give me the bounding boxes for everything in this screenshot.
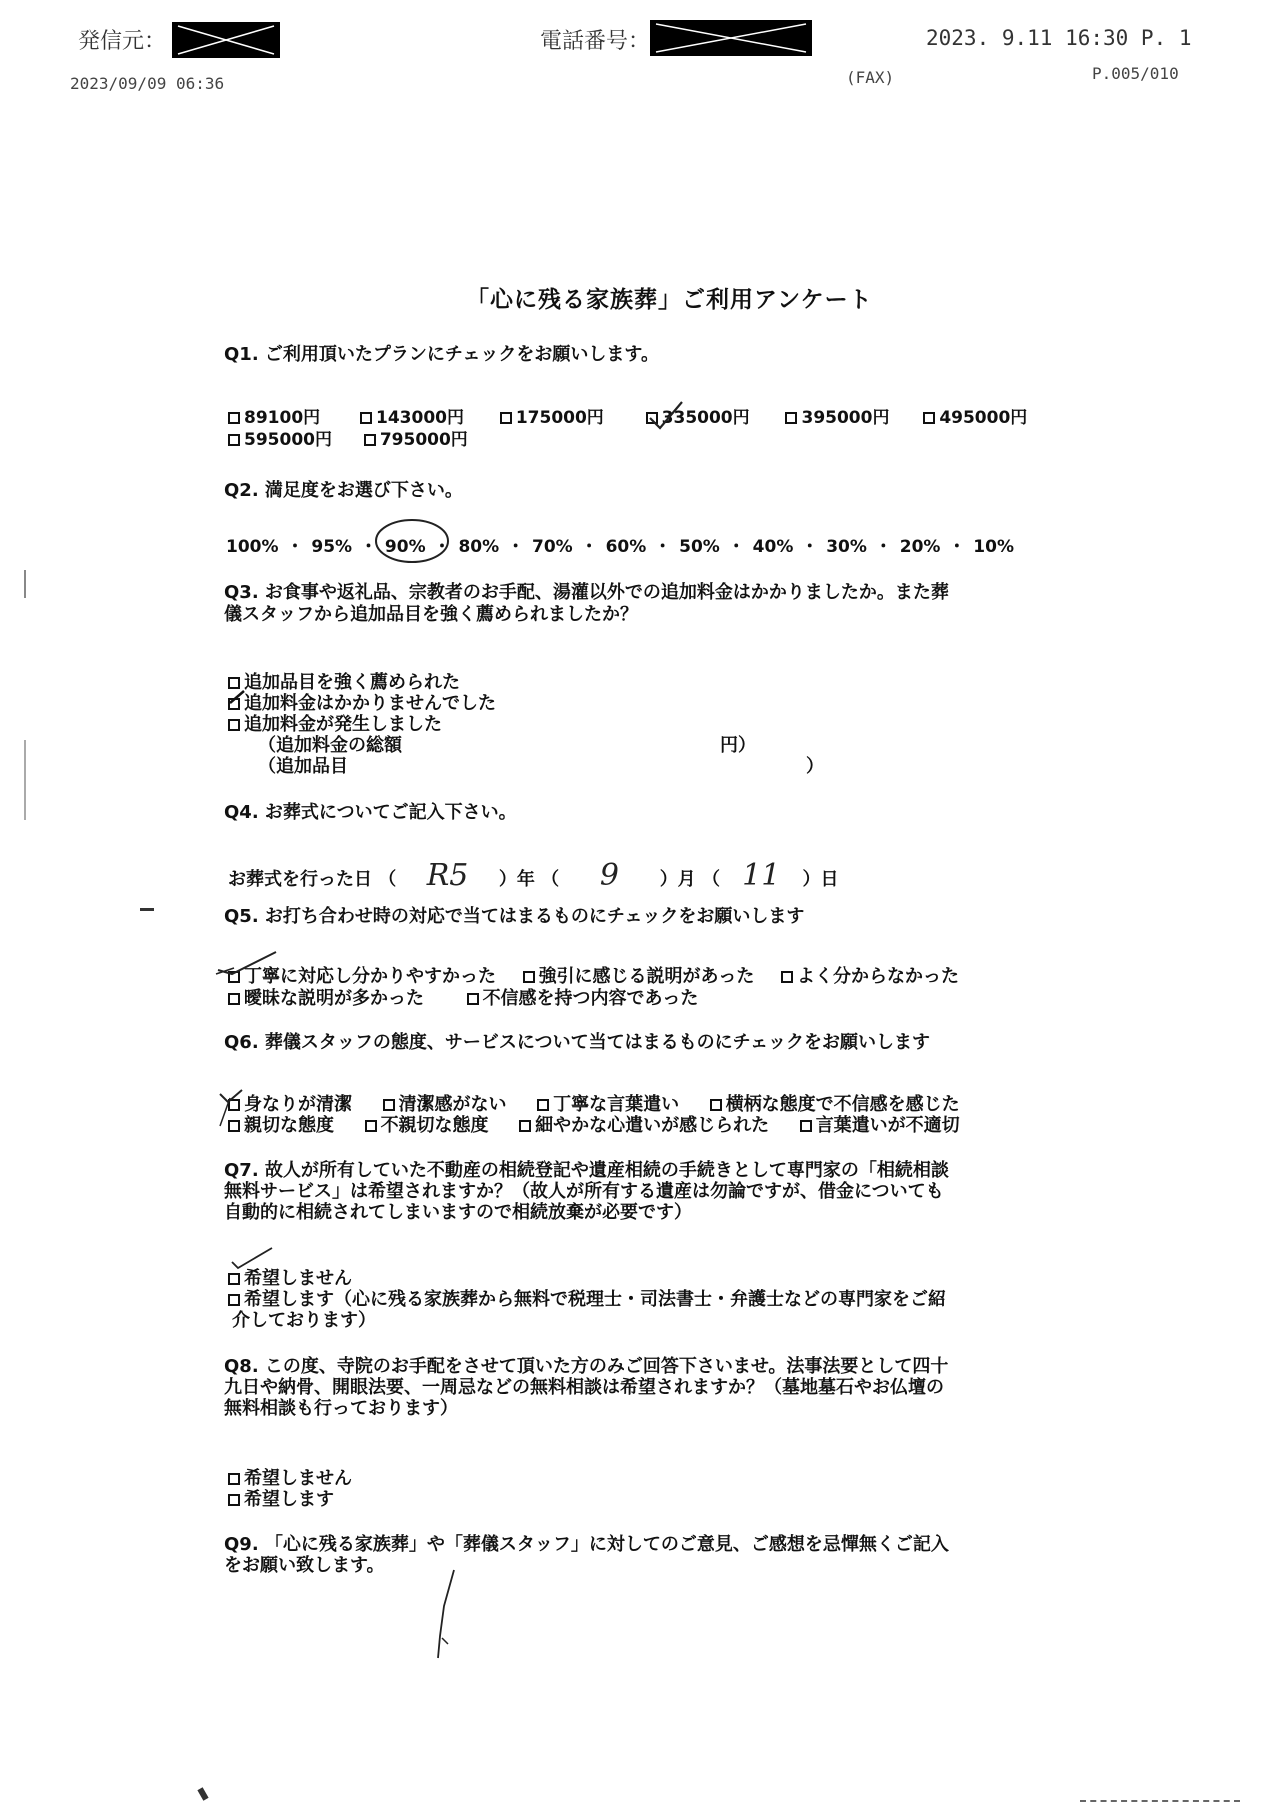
q4-question: Q4. お葬式についてご記入下さい。 bbox=[224, 802, 517, 823]
pen-stroke-icon bbox=[424, 1566, 464, 1666]
fax-label: (FAX) bbox=[846, 68, 895, 87]
checkbox-checked[interactable] bbox=[228, 1273, 240, 1285]
scale-option[interactable]: 70% bbox=[532, 537, 573, 557]
checkmark-icon bbox=[214, 948, 294, 980]
q1-options-row2 bbox=[228, 425, 468, 450]
phone-label: 電話番号： bbox=[540, 29, 651, 54]
q7-option: 希望します（心に残る家族葬から無料で税理士・司法書士・弁護士などの専門家をご紹 bbox=[228, 1285, 946, 1311]
sender-label: 発信元： bbox=[78, 29, 167, 54]
q7-option-selected: 希望しません bbox=[228, 1264, 352, 1290]
checkbox[interactable] bbox=[523, 971, 535, 983]
q1-option: 795000円 bbox=[379, 430, 468, 450]
checkmark-icon bbox=[228, 689, 246, 707]
checkbox[interactable] bbox=[537, 1099, 549, 1111]
scale-option[interactable]: 60% bbox=[605, 537, 647, 557]
checkbox[interactable] bbox=[519, 1120, 531, 1132]
checkmark-icon bbox=[216, 1088, 246, 1130]
scale-option-selected[interactable]: 90% bbox=[384, 537, 426, 557]
scan-mark bbox=[197, 1787, 208, 1800]
q5-options-row2: 曖昧な説明が多かった 不信感を持つ内容であった bbox=[228, 984, 698, 1010]
q1-option: 395000円 bbox=[801, 408, 890, 428]
scan-mark bbox=[1080, 1800, 1240, 1805]
checkbox[interactable] bbox=[781, 971, 793, 983]
q8-line2: 九日や納骨、開眼法要、一周忌などの無料相談は希望されますか？（墓地墓石やお仏壇の bbox=[224, 1377, 944, 1398]
checkbox[interactable] bbox=[228, 1473, 240, 1485]
checkbox[interactable] bbox=[228, 719, 240, 731]
q3-option: 追加料金が発生しました bbox=[228, 710, 442, 736]
scan-mark bbox=[24, 570, 26, 598]
q1-option: 495000円 bbox=[939, 408, 1028, 428]
handwritten-year: R5 bbox=[426, 858, 469, 893]
q5-question: Q5. お打ち合わせ時の対応で当てはまるものにチェックをお願いします bbox=[224, 906, 805, 927]
scan-mark bbox=[24, 740, 26, 820]
q8-option: 希望しません bbox=[228, 1464, 352, 1490]
scale-option[interactable]: 10% bbox=[973, 537, 1014, 557]
handwritten-day: 11 bbox=[742, 858, 781, 893]
redacted-phone bbox=[650, 20, 812, 56]
checkbox[interactable] bbox=[228, 677, 240, 689]
sent-datetime: 2023/09/09 06:36 bbox=[70, 74, 225, 93]
q7-option-cont: 介しております） bbox=[232, 1310, 376, 1331]
scale-option[interactable]: 30% bbox=[826, 537, 867, 557]
checkbox[interactable] bbox=[923, 412, 935, 424]
survey-title: 「心に残る家族葬」ご利用アンケート bbox=[466, 287, 873, 313]
redacted-sender bbox=[172, 22, 280, 58]
checkbox[interactable] bbox=[383, 1099, 395, 1111]
q1-option: 89100円 bbox=[244, 408, 321, 428]
checkbox[interactable] bbox=[228, 1294, 240, 1306]
handwritten-month: 9 bbox=[599, 858, 619, 893]
scale-option[interactable]: 20% bbox=[899, 537, 941, 557]
page-count: P.005/010 bbox=[1092, 64, 1179, 83]
q8-line1: Q8. この度、寺院のお手配をさせて頂いた方のみご回答下さいませ。法事法要として四十 bbox=[224, 1356, 949, 1377]
q3-option: 追加品目を強く薦められた bbox=[228, 668, 460, 694]
q1-option: 143000円 bbox=[376, 408, 464, 428]
q3-question-line2: 儀スタッフから追加品目を強く薦められましたか？ bbox=[224, 604, 638, 625]
scale-option[interactable]: 80% bbox=[458, 537, 500, 557]
checkbox[interactable] bbox=[785, 412, 797, 424]
checkbox[interactable] bbox=[710, 1099, 722, 1111]
scale-option[interactable]: 50% bbox=[679, 537, 720, 557]
q1-option-selected: 335000円 bbox=[661, 408, 750, 428]
q8-line3: 無料相談も行っております） bbox=[224, 1398, 458, 1419]
q2-question: Q2. 満足度をお選び下さい。 bbox=[224, 480, 463, 501]
checkbox[interactable] bbox=[360, 412, 372, 424]
checkmark-icon bbox=[228, 1244, 278, 1274]
q1-option: 595000円 bbox=[244, 430, 332, 450]
scale-option[interactable]: 100% bbox=[226, 537, 279, 557]
scan-mark bbox=[140, 908, 154, 911]
received-stamp: 2023. 9.11 16:30 P. 1 bbox=[926, 26, 1192, 50]
q6-options-row1: 身なりが清潔 清潔感がない 丁寧な言葉遣い 横柄な態度で不信感を感じた bbox=[228, 1090, 960, 1116]
q5-options-row1: 丁寧に対応し分かりやすかった 強引に感じる説明があった よく分からなかった bbox=[228, 962, 959, 988]
q6-question: Q6. 葬儀スタッフの態度、サービスについて当てはまるものにチェックをお願いします bbox=[224, 1032, 931, 1053]
checkbox[interactable] bbox=[228, 434, 240, 446]
checkbox[interactable] bbox=[500, 412, 512, 424]
q7-line3: 自動的に相続されてしまいますので相続放棄が必要です） bbox=[224, 1202, 692, 1223]
q3-total-label: （追加料金の総額 bbox=[258, 735, 402, 756]
q1-option: 175000円 bbox=[515, 408, 604, 428]
checkbox[interactable] bbox=[364, 434, 376, 446]
q8-option: 希望します bbox=[228, 1485, 334, 1511]
q7-line2: 無料サービス」は希望されますか？（故人が所有する遺産は勿論ですが、借金についても bbox=[224, 1181, 944, 1202]
q3-items-close: ） bbox=[806, 756, 824, 777]
q9-line1: Q9. 「心に残る家族葬」や「葬儀スタッフ」に対してのご意見、ご感想を忌憚無くご記入 bbox=[224, 1534, 949, 1555]
q4-date-row: お葬式を行った日 （ R5 ）年 （ 9 ）月 （ 11 ）日 bbox=[228, 858, 839, 893]
checkbox[interactable] bbox=[800, 1120, 812, 1132]
q3-items-label: （追加品目 bbox=[258, 756, 348, 777]
q3-total-unit: 円） bbox=[720, 735, 756, 756]
q7-line1: Q7. 故人が所有していた不動産の相続登記や遺産相続の手続きとして専門家の「相続相談 bbox=[224, 1160, 949, 1181]
q2-scale: 100% ・ 95% ・ 90% ・ 80% ・ 70% ・ 60% ・ 50% ・ 40% ・ 30% ・ 20% ・ 10% bbox=[226, 537, 1014, 557]
selection-circle-icon bbox=[372, 514, 452, 566]
checkbox[interactable] bbox=[365, 1120, 377, 1132]
scale-option[interactable]: 40% bbox=[752, 537, 794, 557]
checkbox[interactable] bbox=[228, 412, 240, 424]
checkbox[interactable] bbox=[228, 993, 240, 1005]
q9-line2: をお願い致します。 bbox=[224, 1555, 385, 1576]
checkbox[interactable] bbox=[228, 1494, 240, 1506]
q3-option-selected: 追加料金はかかりませんでした bbox=[228, 689, 496, 715]
checkmark-icon bbox=[648, 398, 686, 432]
q3-question-line1: Q3. お食事や返礼品、宗教者のお手配、湯灌以外での追加料金はかかりましたか。また葬 bbox=[224, 582, 949, 603]
q1-question: Q1. ご利用頂いたプランにチェックをお願いします。 bbox=[224, 344, 659, 365]
checkbox[interactable] bbox=[467, 993, 479, 1005]
scale-option[interactable]: 95% bbox=[311, 537, 353, 557]
q6-options-row2: 親切な態度 不親切な態度 細やかな心遣いが感じられた 言葉遣いが不適切 bbox=[228, 1111, 960, 1137]
